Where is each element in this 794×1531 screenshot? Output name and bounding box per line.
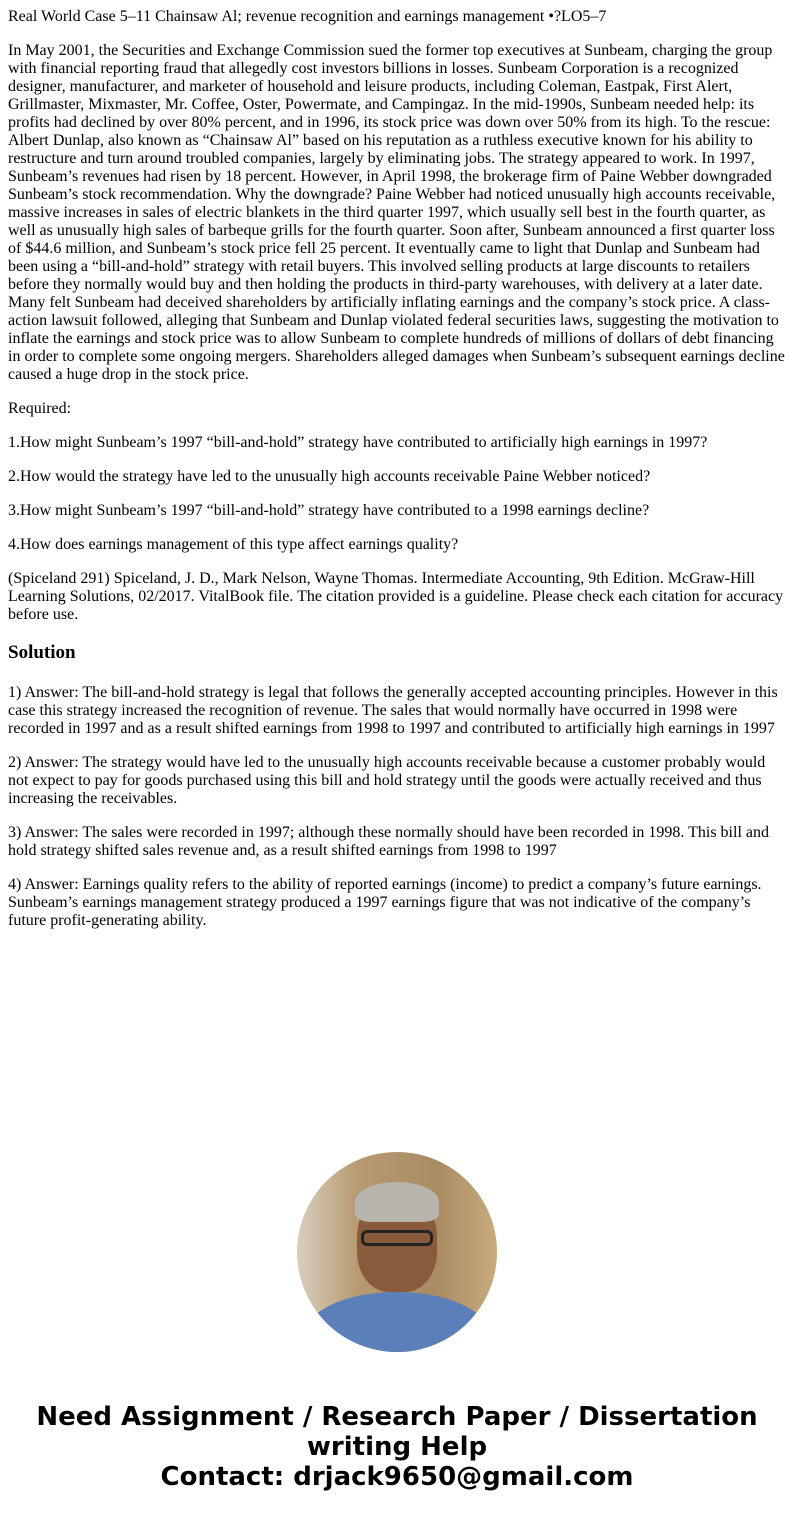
answer: 3) Answer: The sales were recorded in 1997; although these normally should have been recorded in 1998. This bill and hold strategy shifted sales revenue and, as a result shifted earnings from 1998 to 1997 xyxy=(8,824,769,859)
contact-banner xyxy=(0,1402,794,1492)
answer: 1) Answer: The bill-and-hold strategy is legal that follows the generally accepted accounting principles. However in this case this strategy increased the recognition of revenue. The sales that would normally have occurred in 1998 were recorded in 1997 and as a result shifted earnings from 1998 to 1997 and contributed to artificially high earnings in 1997 xyxy=(8,684,778,737)
citation: (Spiceland 291) Spiceland, J. D., Mark Nelson, Wayne Thomas. Intermediate Accounting, 9th Edition. McGraw-Hill Learning Solutions, 02/2017. VitalBook file. The citation provided is a guideline. Please check each citation for accuracy before use. xyxy=(8,570,784,623)
question: 1.How might Sunbeam’s 1997 “bill-and-hold” strategy have contributed to artificially high earnings in 1997? xyxy=(8,434,708,451)
question: 2.How would the strategy have led to the unusually high accounts receivable Paine Webber noticed? xyxy=(8,468,651,485)
case-title: Real World Case 5–11 Chainsaw Al; revenue recognition and earnings management •?LO5–7 xyxy=(8,8,607,25)
question: 4.How does earnings management of this type affect earnings quality? xyxy=(8,536,459,553)
contact-email: Contact: drjack9650@gmail.com xyxy=(160,1462,634,1492)
answer: 2) Answer: The strategy would have led to the unusually high accounts receivable because a customer probably would not expect to pay for goods purchased using this bill and hold strategy until the goods were actually received and thus increasing the receivables. xyxy=(8,754,766,807)
help-tagline: Need Assignment / Research Paper / Dissertation writing Help xyxy=(36,1402,758,1462)
answer: 4) Answer: Earnings quality refers to the ability of reported earnings (income) to predict a company’s future earnings. Sunbeam’s earnings management strategy produced a 1997 earnings figure that was not indicative of the company’s future profit-generating ability. xyxy=(8,876,762,929)
question: 3.How might Sunbeam’s 1997 “bill-and-hold” strategy have contributed to a 1998 earnings decline? xyxy=(8,502,650,519)
solution-heading: Solution xyxy=(8,642,76,663)
document xyxy=(0,8,794,930)
required-label: Required: xyxy=(8,400,72,417)
case-description: In May 2001, the Securities and Exchange Commission sued the former top executives at Sunbeam, charging the group with financial reporting fraud that allegedly cost investors billions in losses. Sunbeam Corporation is a recognized designer, manufacturer, and marketer of household and leisure products, including Coleman, Eastpak, First Alert, Grillmaster, Mixmaster, Mr. Coffee, Oster, Powermate, and Campingaz. In the mid-1990s, Sunbeam needed help: its profits had declined by over 80% percent, and in 1996, its stock price was down over 50% from its high. To the rescue: Albert Dunlap, also known as “Chainsaw Al” based on his reputation as a ruthless executive known for his ability to restructure and turn around troubled companies, largely by eliminating jobs. The strategy appeared to work. In 1997, Sunbeam’s revenues had risen by 18 percent. However, in April 1998, the brokerage firm of Paine Webber downgraded Sunbeam’s stock recommendation. Why the downgrade? Paine Webber had noticed unusually high accounts receivable, massive increases in sales of electric blankets in the third quarter 1997, which usually sell best in the fourth quarter, as well as unusually high sales of barbeque grills for the fourth quarter. Soon after, Sunbeam announced a first quarter loss of $44.6 million, and Sunbeam’s stock price fell 25 percent. It eventually came to light that Dunlap and Sunbeam had been using a “bill-and-hold” strategy with retail buyers. This involved selling products at large discounts to retailers before they normally would buy and then holding the products in third-party warehouses, with delivery at a later date. Many felt Sunbeam had deceived shareholders by artificially inflating earnings and the company’s stock price. A class-action lawsuit followed, alleging that Sunbeam and Dunlap violated federal securities laws, suggesting the motivation to inflate the earnings and stock price was to allow Sunbeam to complete hundreds of millions of dollars of debt financing in order to complete some ongoing mergers. Shareholders alleged damages when Sunbeam’s subsequent earnings decline caused a huge drop in the stock price. xyxy=(8,42,785,383)
author-avatar xyxy=(297,1152,497,1352)
